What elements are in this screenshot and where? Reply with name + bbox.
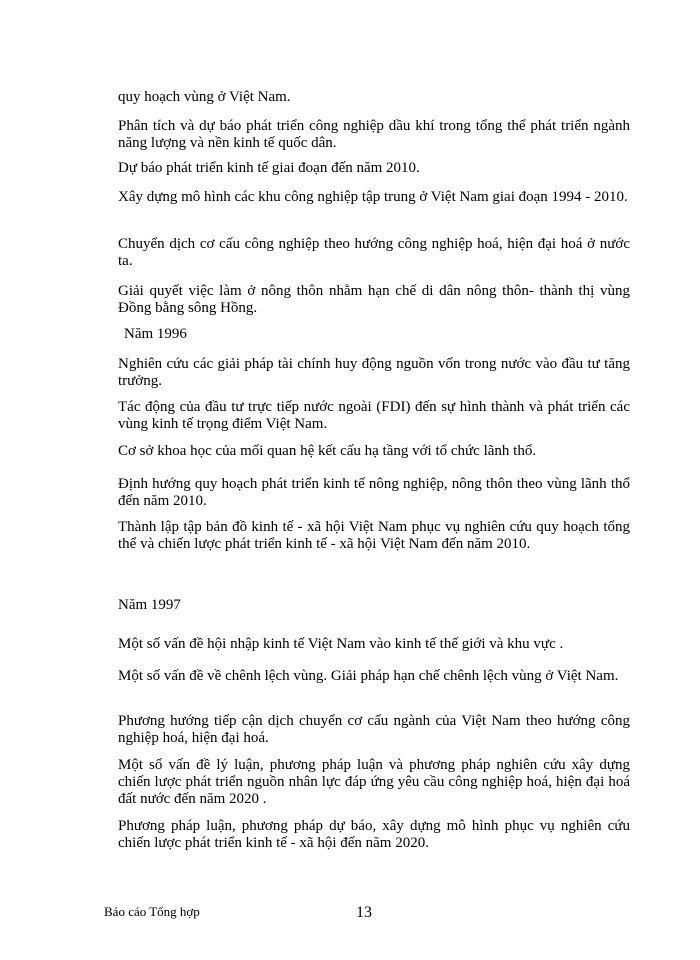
paragraph-industrial-restructuring: Chuyển dịch cơ cấu công nghiệp theo hướng công nghiệp hoá, hiện đại hoá ở nước ta. — [118, 236, 630, 269]
paragraph-forecast-methodology: Phương pháp luận, phương pháp dự báo, xây dựng mô hình phục vụ nghiên cứu chiến lược phát triển kinh tế - xã hội đến năm 2020. — [118, 818, 630, 851]
paragraph-regional-gap: Một số vấn đề về chênh lệch vùng. Giải pháp hạn chế chênh lệch vùng ở Việt Nam. — [118, 668, 619, 684]
paragraph-integration: Một số vấn đề hội nhập kinh tế Việt Nam vào kinh tế thế giới và khu vực . — [118, 636, 564, 652]
paragraph-economic-forecast: Dự báo phát triển kinh tế giai đoạn đến năm 2010. — [118, 160, 420, 176]
paragraph-rural-employment: Giải quyết việc làm ở nông thôn nhằm hạn chế di dân nông thôn- thành thị vùng Đồng bằng sông Hồng. — [118, 283, 630, 316]
footer-label: Báo cáo Tổng hợp — [104, 904, 200, 919]
page-number: 13 — [356, 904, 372, 921]
paragraph-human-resources: Một số vấn đề lý luận, phương pháp luận và phương pháp nghiên cứu xây dựng chiến lược phát triển nguồn nhân lực đáp ứng yêu cầu công nghiệp hoá, hiện đại hoá đất nước đến năm 2020 . — [118, 757, 630, 807]
heading-year-1996: Năm 1996 — [124, 326, 187, 342]
paragraph-financial-solutions: Nghiên cứu các giải pháp tài chính huy động nguồn vốn trong nước vào đầu tư tăng trưởng. — [118, 356, 630, 389]
heading-year-1997: Năm 1997 — [118, 597, 181, 613]
paragraph-fdi-impact: Tác động của đầu tư trực tiếp nước ngoài (FDI) đến sự hình thành và phát triển các vùng kinh tế trọng điểm Việt Nam. — [118, 399, 630, 432]
paragraph-atlas: Thành lập tập bản đồ kinh tế - xã hội Việt Nam phục vụ nghiên cứu quy hoạch tổng thể và chiến lược phát triển kinh tế - xã hội Việt Nam đến năm 2010. — [118, 519, 630, 552]
paragraph-agriculture-orientation: Định hướng quy hoạch phát triển kinh tế nông nghiệp, nông thôn theo vùng lãnh thổ đến năm 2010. — [118, 476, 630, 509]
paragraph-infrastructure: Cơ sở khoa học của mối quan hệ kết cấu hạ tầng với tổ chức lãnh thổ. — [118, 443, 537, 459]
paragraph-oil-gas: Phân tích và dự báo phát triển công nghiệp dầu khí trong tổng thể phát triển ngành năng lượng và nền kinh tế quốc dân. — [118, 118, 630, 151]
paragraph-regional-planning: quy hoạch vùng ở Việt Nam. — [118, 89, 291, 105]
paragraph-industrial-zones: Xây dựng mô hình các khu công nghiệp tập trung ở Việt Nam giai đoạn 1994 - 2010. — [118, 189, 628, 205]
paragraph-structural-shift: Phương hướng tiếp cận dịch chuyển cơ cấu ngành của Việt Nam theo hướng công nghiệp hoá, hiện đại hoá. — [118, 713, 630, 746]
